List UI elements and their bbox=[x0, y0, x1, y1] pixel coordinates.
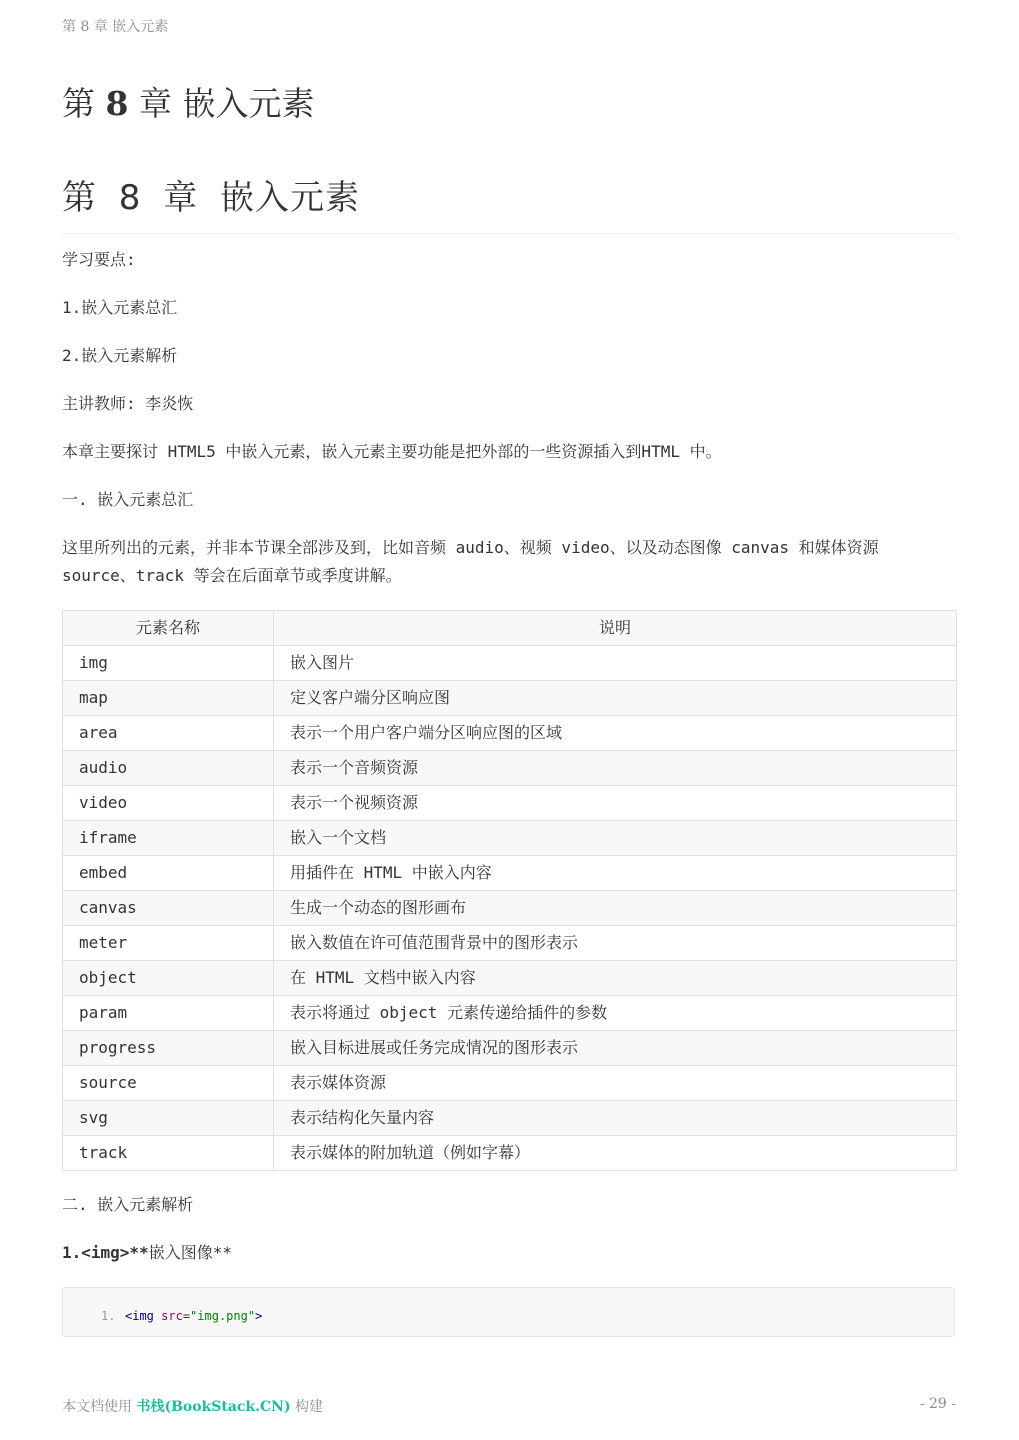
element-desc-cell: 嵌入数值在许可值范围背景中的图形表示 bbox=[274, 926, 957, 961]
code-value: "img.png" bbox=[190, 1309, 256, 1323]
study-point-1: 1.嵌入元素总汇 bbox=[62, 298, 178, 317]
element-desc-cell: 表示一个音频资源 bbox=[274, 751, 957, 786]
study-points-label: 学习要点: bbox=[62, 250, 136, 269]
element-name-cell: progress bbox=[63, 1031, 274, 1066]
img-subheading-bold: 1.<img>** bbox=[62, 1243, 149, 1262]
code-line bbox=[125, 1302, 262, 1330]
element-desc-cell: 定义客户端分区响应图 bbox=[274, 681, 957, 716]
code-block bbox=[62, 1287, 955, 1337]
table-row bbox=[63, 646, 957, 681]
table-row bbox=[63, 751, 957, 786]
table-row bbox=[63, 856, 957, 891]
element-name-cell: track bbox=[63, 1136, 274, 1171]
elements-table bbox=[62, 610, 957, 1171]
page-heading: 第 8 章 嵌入元素 bbox=[62, 170, 956, 234]
section-heading-2: 二. 嵌入元素解析 bbox=[62, 1195, 194, 1214]
table-header-name: 元素名称 bbox=[63, 611, 274, 646]
table-row bbox=[63, 1136, 957, 1171]
code-eq: = bbox=[182, 1309, 191, 1323]
section-heading-1: 一. 嵌入元素总汇 bbox=[62, 490, 194, 509]
table-header-row bbox=[63, 611, 957, 646]
study-point-2: 2.嵌入元素解析 bbox=[62, 346, 178, 365]
element-name-cell: param bbox=[63, 996, 274, 1031]
element-name-cell: meter bbox=[63, 926, 274, 961]
element-name-cell: object bbox=[63, 961, 274, 996]
element-desc-cell: 嵌入目标进展或任务完成情况的图形表示 bbox=[274, 1031, 957, 1066]
img-subheading-rest: 嵌入图像** bbox=[148, 1243, 232, 1262]
element-desc-cell: 表示将通过 object 元素传递给插件的参数 bbox=[274, 996, 957, 1031]
table-row bbox=[63, 961, 957, 996]
element-name-cell: embed bbox=[63, 856, 274, 891]
table-row bbox=[63, 821, 957, 856]
code-tag-open: <img bbox=[125, 1309, 154, 1323]
chapter-title-suffix: 章 嵌入元素 bbox=[128, 84, 315, 123]
element-desc-cell: 表示结构化矢量内容 bbox=[274, 1101, 957, 1136]
chapter-title-prefix: 第 bbox=[62, 84, 106, 123]
footer-prefix: 本文档使用 bbox=[62, 1399, 137, 1415]
element-name-cell: iframe bbox=[63, 821, 274, 856]
table-row bbox=[63, 1066, 957, 1101]
code-tag-close: > bbox=[255, 1309, 263, 1323]
element-desc-cell: 表示一个用户客户端分区响应图的区域 bbox=[274, 716, 957, 751]
table-row bbox=[63, 996, 957, 1031]
element-name-cell: canvas bbox=[63, 891, 274, 926]
table-row bbox=[63, 891, 957, 926]
element-desc-cell: 嵌入图片 bbox=[274, 646, 957, 681]
running-header: 第 8 章 嵌入元素 bbox=[62, 19, 169, 35]
description-paragraph: 这里所列出的元素，并非本节课全部涉及到，比如音频 audio、视频 video、以及动态图像 canvas 和媒体资源 source、track 等会在后面章节或季度讲解。 bbox=[62, 538, 879, 585]
page-number: - 29 - bbox=[919, 1396, 956, 1412]
table-body bbox=[63, 646, 957, 1171]
footer-suffix: 构建 bbox=[290, 1399, 324, 1415]
code-line-number: 1. bbox=[101, 1309, 116, 1323]
element-desc-cell: 在 HTML 文档中嵌入内容 bbox=[274, 961, 957, 996]
teacher-line: 主讲教师: 李炎恢 bbox=[62, 394, 194, 413]
element-name-cell: area bbox=[63, 716, 274, 751]
document-body bbox=[62, 246, 956, 1337]
element-desc-cell: 嵌入一个文档 bbox=[274, 821, 957, 856]
element-name-cell: video bbox=[63, 786, 274, 821]
element-name-cell: source bbox=[63, 1066, 274, 1101]
element-name-cell: map bbox=[63, 681, 274, 716]
table-header-desc: 说明 bbox=[274, 611, 957, 646]
table-row bbox=[63, 1031, 957, 1066]
chapter-number: 8 bbox=[105, 84, 129, 123]
element-desc-cell: 表示一个视频资源 bbox=[274, 786, 957, 821]
element-desc-cell: 表示媒体的附加轨道（例如字幕） bbox=[274, 1136, 957, 1171]
code-attr: src bbox=[153, 1309, 183, 1323]
footer-credit bbox=[62, 1396, 323, 1416]
table-row bbox=[63, 681, 957, 716]
footer-brand-link[interactable]: 书栈(BookStack.CN) bbox=[136, 1399, 291, 1415]
element-desc-cell: 生成一个动态的图形画布 bbox=[274, 891, 957, 926]
element-name-cell: audio bbox=[63, 751, 274, 786]
chapter-title bbox=[62, 78, 314, 125]
table-row bbox=[63, 926, 957, 961]
element-name-cell: svg bbox=[63, 1101, 274, 1136]
img-subheading bbox=[62, 1239, 956, 1267]
table-row bbox=[63, 786, 957, 821]
table-row bbox=[63, 716, 957, 751]
element-desc-cell: 用插件在 HTML 中嵌入内容 bbox=[274, 856, 957, 891]
element-desc-cell: 表示媒体资源 bbox=[274, 1066, 957, 1101]
table-row bbox=[63, 1101, 957, 1136]
intro-paragraph: 本章主要探讨 HTML5 中嵌入元素，嵌入元素主要功能是把外部的一些资源插入到HTML 中。 bbox=[62, 442, 722, 461]
element-name-cell: img bbox=[63, 646, 274, 681]
